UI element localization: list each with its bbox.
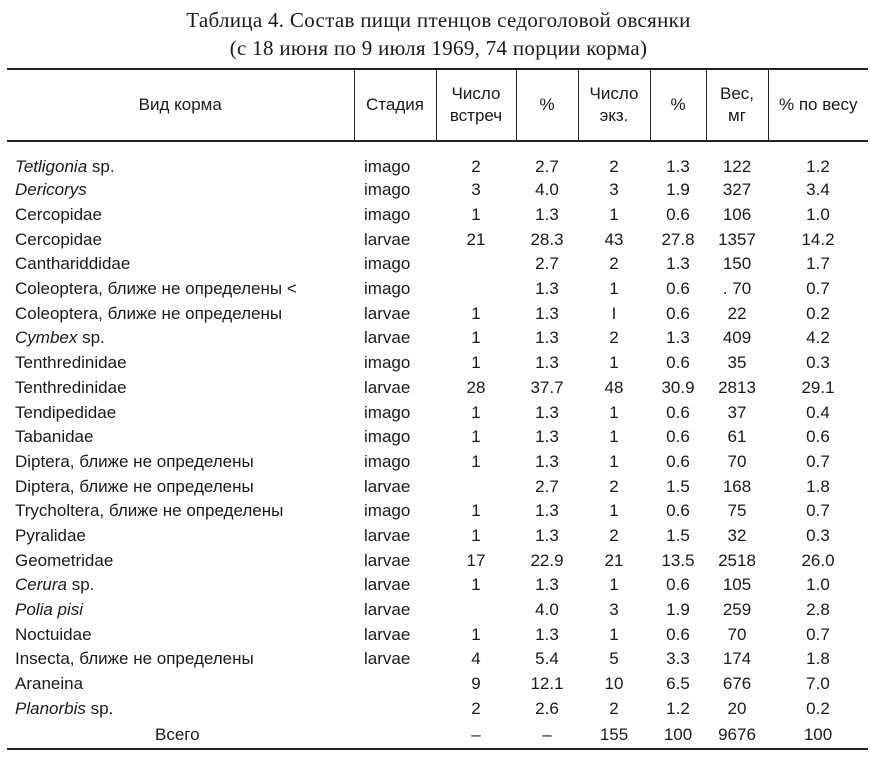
cell-percent-count: 0.6 — [666, 427, 690, 447]
cell-percent-weight: 1.0 — [806, 575, 830, 595]
table-row — [7, 622, 868, 647]
cell-percent-weight: 0.2 — [806, 698, 830, 718]
cell-stage: imago — [364, 180, 411, 200]
cell-percent-count: 1.5 — [666, 525, 690, 545]
cell-percent-encounters: 4.0 — [535, 600, 559, 620]
cell-count: 2 — [609, 157, 619, 176]
total-percent-weight: 100 — [768, 721, 868, 749]
cell-weight: 61 — [727, 427, 747, 447]
cell-count: 2 — [609, 476, 619, 496]
cell-encounters: 1 — [471, 205, 481, 225]
cell-percent-encounters: 1.3 — [535, 451, 559, 471]
cell-stage: larvae — [364, 525, 411, 545]
cell-percent-count: 0.6 — [666, 575, 690, 595]
header-stage: Стадия — [354, 69, 436, 141]
cell-food-name: Polia pisi — [15, 600, 84, 620]
cell-encounters: 4 — [471, 649, 481, 669]
cell-weight: 409 — [722, 328, 752, 348]
cell-food-name: Tabanidae — [15, 427, 94, 447]
cell-percent-weight: 0.6 — [806, 427, 830, 447]
table-subtitle: (с 18 июня по 9 июля 1969, 74 порции корма) — [229, 36, 648, 60]
table-row — [7, 178, 868, 203]
cell-weight: 168 — [722, 476, 752, 496]
cell-food-name: Cercopidae — [15, 205, 102, 225]
header-percent-encounters: % — [516, 69, 578, 141]
cell-stage — [354, 672, 436, 697]
cell-percent-weight: 0.7 — [806, 279, 830, 299]
total-stage — [354, 721, 436, 749]
cell-encounters: 1 — [471, 575, 481, 595]
cell-percent-encounters: 1.3 — [535, 402, 559, 422]
cell-weight: 35 — [727, 353, 747, 373]
cell-percent-encounters: 1.3 — [535, 501, 559, 521]
cell-count: 2 — [609, 328, 619, 348]
cell-percent-encounters: 5.4 — [535, 649, 559, 669]
cell-count: 1 — [609, 279, 619, 299]
cell-count: 1 — [609, 451, 619, 471]
cell-percent-encounters: 2.7 — [535, 254, 559, 274]
cell-percent-weight: 2.8 — [806, 600, 830, 620]
table-row — [7, 227, 868, 252]
cell-percent-encounters: 2.7 — [535, 157, 559, 176]
cell-food-name: Coleoptera, ближе не определены — [15, 303, 283, 323]
cell-encounters — [436, 252, 516, 277]
cell-count: 1 — [609, 402, 619, 422]
cell-stage: larvae — [364, 377, 411, 397]
header-encounters: Число встреч — [436, 69, 516, 141]
cell-percent-count: 0.6 — [666, 205, 690, 225]
header-percent-count: % — [650, 69, 706, 141]
cell-stage: imago — [364, 279, 411, 299]
cell-count: 2 — [609, 698, 619, 718]
cell-percent-encounters: 1.3 — [535, 427, 559, 447]
total-weight: 9676 — [706, 721, 768, 749]
table-row — [7, 499, 868, 524]
cell-weight: 2813 — [718, 377, 756, 397]
table-row — [7, 696, 868, 721]
cell-food-name: Tenthredinidae — [15, 353, 127, 373]
cell-stage: imago — [364, 402, 411, 422]
cell-percent-count: 0.6 — [666, 402, 690, 422]
cell-stage: imago — [364, 353, 411, 373]
cell-food-name: Trycholtera, ближе не определены — [15, 501, 284, 521]
table-row — [7, 252, 868, 277]
cell-stage — [354, 696, 436, 721]
cell-weight: 174 — [722, 649, 752, 669]
cell-percent-weight: 1.2 — [806, 157, 830, 176]
cell-percent-weight: 0.7 — [806, 501, 830, 521]
cell-percent-count: 0.6 — [666, 279, 690, 299]
cell-stage: larvae — [364, 550, 411, 570]
header-count: Число экз. — [578, 69, 650, 141]
table-row — [7, 524, 868, 549]
cell-percent-count: 1.3 — [666, 328, 690, 348]
cell-stage: larvae — [364, 649, 411, 669]
cell-percent-count: 1.3 — [666, 254, 690, 274]
cell-weight: 70 — [727, 451, 747, 471]
cell-stage: imago — [364, 501, 411, 521]
cell-percent-count: 1.2 — [666, 698, 690, 718]
cell-count: I — [611, 303, 617, 323]
cell-percent-count: 6.5 — [666, 674, 690, 694]
cell-percent-weight: 0.7 — [806, 624, 830, 644]
cell-food-name: Insecta, ближе не определены — [15, 649, 254, 669]
cell-encounters: 2 — [471, 157, 481, 176]
table-title: Таблица 4. Состав пищи птенцов седоголовой овсянки — [186, 8, 691, 32]
cell-encounters: 1 — [471, 525, 481, 545]
cell-weight: 1357 — [718, 229, 756, 249]
cell-encounters: 17 — [466, 550, 486, 570]
cell-food-name: Planorbis sp. — [15, 698, 114, 718]
total-percent-count: 100 — [650, 721, 706, 749]
cell-count: 1 — [609, 624, 619, 644]
cell-percent-encounters: 1.3 — [535, 575, 559, 595]
cell-food-name: Pyralidae — [15, 525, 86, 545]
cell-encounters: 1 — [471, 402, 481, 422]
cell-percent-count: 0.6 — [666, 624, 690, 644]
cell-encounters — [436, 474, 516, 499]
header-row — [7, 69, 868, 141]
cell-percent-weight: 0.7 — [806, 451, 830, 471]
cell-count: 1 — [609, 353, 619, 373]
cell-weight: 106 — [722, 205, 752, 225]
cell-percent-encounters: 1.3 — [535, 328, 559, 348]
cell-encounters: 1 — [471, 303, 481, 323]
cell-count: 2 — [609, 525, 619, 545]
cell-percent-weight: 7.0 — [806, 674, 830, 694]
cell-count: 1 — [609, 501, 619, 521]
cell-stage: larvae — [364, 600, 411, 620]
cell-percent-encounters: 1.3 — [535, 353, 559, 373]
cell-encounters: 9 — [471, 674, 481, 694]
table-row — [7, 425, 868, 450]
cell-stage: larvae — [364, 624, 411, 644]
total-percent-encounters: – — [516, 721, 578, 749]
cell-encounters: 1 — [471, 353, 481, 373]
cell-food-name: Geometridae — [15, 550, 114, 570]
cell-percent-encounters: 12.1 — [530, 674, 564, 694]
table-row — [7, 474, 868, 499]
cell-percent-weight: 26.0 — [801, 550, 835, 570]
cell-weight: 676 — [722, 674, 752, 694]
cell-percent-weight: 0.3 — [806, 353, 830, 373]
cell-count: 2 — [609, 254, 619, 274]
cell-percent-count: 1.9 — [666, 180, 690, 200]
table-row — [7, 203, 868, 228]
cell-encounters: 21 — [466, 229, 486, 249]
cell-food-name: Cercopidae — [15, 229, 102, 249]
cell-percent-weight: 1.7 — [806, 254, 830, 274]
cell-percent-weight: 1.8 — [806, 476, 830, 496]
cell-stage: larvae — [364, 303, 411, 323]
cell-food-name: Tendipedidae — [15, 402, 117, 422]
cell-encounters: 1 — [471, 328, 481, 348]
cell-count: 1 — [609, 575, 619, 595]
cell-encounters: 2 — [471, 698, 481, 718]
table-row — [7, 376, 868, 401]
table-row — [7, 351, 868, 376]
cell-food-name: Dericorys — [15, 180, 87, 200]
cell-count: 48 — [604, 377, 624, 397]
cell-encounters: 3 — [471, 180, 481, 200]
table-row — [7, 647, 868, 672]
cell-percent-encounters: 1.3 — [535, 303, 559, 323]
cell-percent-encounters: 4.0 — [535, 180, 559, 200]
cell-weight: 37 — [727, 402, 747, 422]
cell-percent-weight: 29.1 — [801, 377, 835, 397]
cell-count: 1 — [609, 205, 619, 225]
cell-percent-count: 0.6 — [666, 451, 690, 471]
cell-food-name: Cymbex sp. — [15, 328, 105, 348]
cell-encounters: 1 — [471, 624, 481, 644]
cell-percent-weight: 0.2 — [806, 303, 830, 323]
cell-percent-encounters: 2.7 — [535, 476, 559, 496]
table-row — [7, 400, 868, 425]
total-count: 155 — [578, 721, 650, 749]
table-row — [7, 573, 868, 598]
cell-count: 3 — [609, 600, 619, 620]
cell-weight: 20 — [727, 698, 747, 718]
cell-food-name: Cerura sp. — [15, 575, 95, 595]
cell-weight: 150 — [722, 254, 752, 274]
cell-percent-count: 0.6 — [666, 501, 690, 521]
cell-percent-encounters: 1.3 — [535, 205, 559, 225]
cell-weight: 75 — [727, 501, 747, 521]
cell-food-name: Diptera, ближе не определены — [15, 476, 254, 496]
cell-encounters — [436, 598, 516, 623]
table-row — [7, 301, 868, 326]
cell-stage: larvae — [364, 328, 411, 348]
cell-food-name: Noctuidae — [15, 624, 92, 644]
cell-percent-count: 0.6 — [666, 303, 690, 323]
table-row — [7, 277, 868, 302]
cell-stage: imago — [364, 427, 411, 447]
cell-food-name: Araneina — [15, 674, 84, 694]
cell-percent-weight: 4.2 — [806, 328, 830, 348]
cell-weight: 122 — [722, 157, 752, 176]
cell-weight: 259 — [722, 600, 752, 620]
cell-food-name: Diptera, ближе не определены — [15, 451, 254, 471]
cell-percent-count: 13.5 — [661, 550, 695, 570]
cell-percent-count: 3.3 — [666, 649, 690, 669]
table-row — [7, 141, 868, 178]
cell-stage: larvae — [364, 229, 411, 249]
cell-percent-encounters: 22.9 — [530, 550, 564, 570]
cell-stage: imago — [364, 157, 411, 176]
cell-stage: larvae — [364, 575, 411, 595]
table-row — [7, 450, 868, 475]
cell-percent-weight: 14.2 — [801, 229, 835, 249]
cell-stage: imago — [364, 451, 411, 471]
cell-percent-weight: 1.0 — [806, 205, 830, 225]
cell-percent-count: 27.8 — [661, 229, 695, 249]
header-food: Вид корма — [7, 69, 354, 141]
cell-count: 1 — [609, 427, 619, 447]
cell-stage: larvae — [364, 476, 411, 496]
cell-percent-encounters: 37.7 — [530, 377, 564, 397]
cell-percent-count: 1.3 — [666, 157, 690, 176]
cell-percent-weight: 1.8 — [806, 649, 830, 669]
total-encounters: – — [436, 721, 516, 749]
cell-percent-encounters: 1.3 — [535, 624, 559, 644]
cell-count: 5 — [609, 649, 619, 669]
cell-percent-weight: 3.4 — [806, 180, 830, 200]
header-weight: Вес, мг — [706, 69, 768, 141]
cell-encounters: 1 — [471, 451, 481, 471]
cell-percent-encounters: 1.3 — [535, 279, 559, 299]
cell-weight: 2518 — [718, 550, 756, 570]
cell-percent-count: 30.9 — [661, 377, 695, 397]
cell-food-name: Canthariddidae — [15, 254, 131, 274]
cell-count: 3 — [609, 180, 619, 200]
cell-count: 10 — [604, 674, 624, 694]
cell-weight: 327 — [722, 180, 752, 200]
table-row — [7, 598, 868, 623]
table-row — [7, 672, 868, 697]
cell-encounters: 1 — [471, 501, 481, 521]
table-row — [7, 326, 868, 351]
cell-food-name: Coleoptera, ближе не определены < — [15, 279, 297, 299]
cell-count: 43 — [604, 229, 624, 249]
cell-percent-count: 1.5 — [666, 476, 690, 496]
cell-weight: 70 — [727, 624, 747, 644]
cell-percent-encounters: 2.6 — [535, 698, 559, 718]
total-row — [7, 721, 868, 749]
cell-count: 21 — [604, 550, 624, 570]
table-row — [7, 548, 868, 573]
cell-percent-count: 1.9 — [666, 600, 690, 620]
cell-weight: . 70 — [722, 279, 752, 299]
header-percent-weight: % по весу — [768, 69, 868, 141]
cell-encounters — [436, 277, 516, 302]
cell-percent-encounters: 1.3 — [535, 525, 559, 545]
cell-weight: 105 — [722, 575, 752, 595]
cell-weight: 32 — [727, 525, 747, 545]
cell-weight: 22 — [727, 303, 747, 323]
food-composition-table — [7, 68, 868, 750]
cell-percent-count: 0.6 — [666, 353, 690, 373]
cell-stage: imago — [364, 254, 411, 274]
cell-stage: imago — [364, 205, 411, 225]
cell-encounters: 28 — [466, 377, 486, 397]
cell-percent-weight: 0.4 — [806, 402, 830, 422]
cell-food-name: Tenthredinidae — [15, 377, 127, 397]
cell-percent-weight: 0.3 — [806, 525, 830, 545]
cell-food-name: Tetligonia sp. — [15, 157, 115, 176]
total-label: Всего — [7, 721, 354, 749]
cell-encounters: 1 — [471, 427, 481, 447]
cell-percent-encounters: 28.3 — [530, 229, 564, 249]
